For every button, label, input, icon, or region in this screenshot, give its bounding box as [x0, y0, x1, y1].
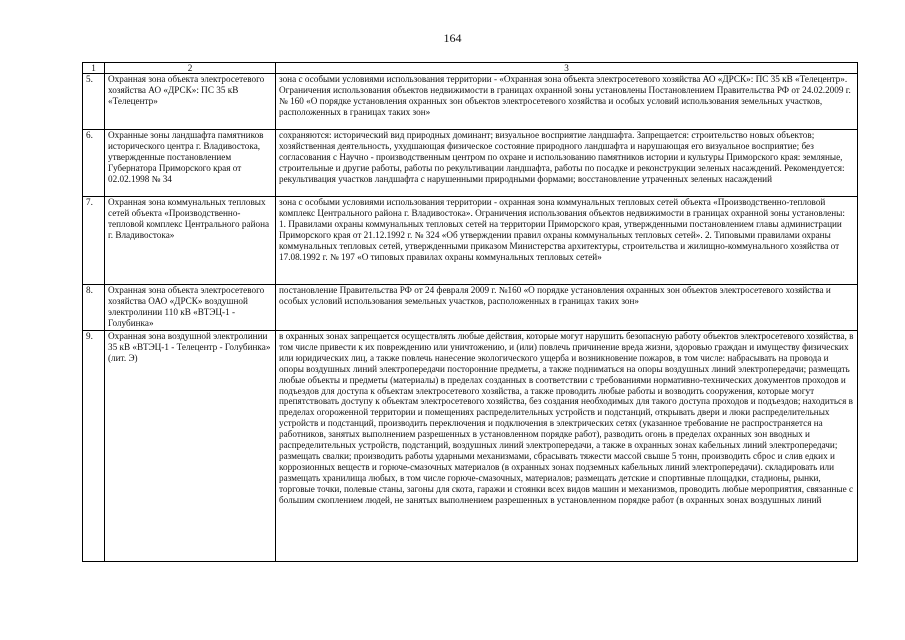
zone-description	[276, 130, 858, 197]
zone-name	[105, 285, 276, 331]
table-row	[83, 74, 858, 130]
column-header-number: 1	[83, 63, 105, 74]
zone-description	[276, 331, 858, 562]
table-row	[83, 197, 858, 285]
table-row	[83, 331, 858, 562]
restrictions-table	[82, 62, 858, 562]
zone-name	[105, 74, 276, 130]
zone-description	[276, 285, 858, 331]
column-header-name: 2	[105, 63, 276, 74]
zone-name	[105, 130, 276, 197]
zone-description	[276, 197, 858, 285]
zone-description	[276, 74, 858, 130]
row-number: 5.	[83, 74, 105, 130]
zone-description-text: постановление Правительства РФ от 24 февраля 2009 г. №160 «О порядке установления охранных зон объектов электросетевого хозяйства и особых условий использования земельных участков, расположенных в границах таких зон»	[279, 285, 831, 306]
row-number: 8.	[83, 285, 105, 331]
table-row	[83, 285, 858, 331]
zone-name-text: Охранная зона воздушной электролинии 35 кВ «ВТЭЦ-1 - Телецентр - Голубинка» (лит. Э)	[108, 331, 271, 363]
zone-description-text: сохраняются: исторический вид природных доминант; визуальное восприятие ландшафта. Запрещается: строительство новых объектов; хозяйственная деятельность, ухудшающая физическое состояние природного ландшафта и нарушающая его визуальное восприятие; без согласования с Научно - производственным центром по охране и использованию памятников истории и культуры Приморского края: земляные, строительные и другие работы, работы по рекультивации ландшафта, работы по посадке и реконструкции зеленых насаждений. Рекомендуется: рекультивация участков ландшафта с нарушенными природными формами; восстановление утраченных зеленых насаждений	[279, 130, 845, 184]
row-number: 7.	[83, 197, 105, 285]
zone-name-text: Охранная зона объекта электросетевого хозяйства ОАО «ДРСК» воздушной электролинии 110 кВ «ВТЭЦ-1 - Голубинка»	[108, 285, 265, 328]
column-header-description: 3	[276, 63, 858, 74]
zone-name-text: Охранная зона объекта электросетевого хозяйства АО «ДРСК»: ПС 35 кВ «Телецентр»	[108, 74, 265, 106]
zone-name	[105, 331, 276, 562]
zone-name-text: Охранные зоны ландшафта памятников исторического центра г. Владивостока, утвержденные постановлением Губернатора Приморского края от 02.02.1998 № 34	[108, 130, 264, 184]
zone-description-text: зона с особыми условиями использования территории - охранная зона коммунальных тепловых сетей объекта «Производственно-тепловой комплекс Центрального района г. Владивостока». Ограничения использования объектов недвижимости в границах охранной зоны установлены: 1. Правилами охраны коммунальных тепловых сетей на территории Приморского края, утвержденными постановлением главы администрации Приморского края от 21.12.1992 г. № 324 «Об утверждении правил охраны коммунальных тепловых сетей». 2. Типовыми правилами охраны коммунальных тепловых сетей, утвержденными приказом Министерства архитектуры, строительства и жилищно-коммунального хозяйства от 17.08.1992 г. № 197 «О типовых правилах охраны коммунальных тепловых сетей»	[279, 197, 845, 262]
row-number: 9.	[83, 331, 105, 562]
page-number: 164	[443, 31, 462, 45]
table-row	[83, 130, 858, 197]
zone-description-text: в охранных зонах запрещается осуществлять любые действия, которые могут нарушить безопасную работу объектов электросетевого хозяйства, в том числе привести к их повреждению или уничтожению, и (или) повлечь причинение вреда жизни, здоровью граждан и имуществу физических или юридических лиц, а также повлечь нанесение экологического ущерба и возникновение пожаров, в том числе: набрасывать на провода и опоры воздушных линий электропередачи посторонние предметы, а также подниматься на опоры воздушных линий электропередачи; размещать любые объекты и предметы (материалы) в пределах созданных в соответствии с требованиями нормативно-технических документов проходов и подъездов для доступа к объектам электросетевого хозяйства, а также проводить любые работы и возводить сооружения, которые могут препятствовать доступу к объектам электросетевого хозяйства, без создания необходимых для такого доступа проходов и подъездов; находиться в пределах огороженной территории и помещениях распределительных устройств и подстанций, открывать двери и люки распределительных устройств и подстанций, производить переключения и подключения в электрических сетях (указанное требование не распространяется на работников, занятых выполнением разрешенных в установленном порядке работ), разводить огонь в пределах охранных зон вводных и распределительных устройств, подстанций, воздушных линий электропередачи, а также в охранных зонах кабельных линий электропередачи; размещать свалки; производить работы ударными механизмами, сбрасывать тяжести массой свыше 5 тонн, производить сброс и слив едких и коррозионных веществ и горюче-смазочных материалов (в охранных зонах подземных кабельных линий электропередачи). складировать или размещать хранилища любых, в том числе горюче-смазочных, материалов; размещать детские и спортивные площадки, стадионы, рынки, торговые точки, полевые станы, загоны для скота, гаражи и стоянки всех видов машин и механизмов, проводить любые мероприятия, связанные с большим скоплением людей, не занятых выполнением разрешенных в установленном порядке работ (в охранных зонах воздушных линий	[279, 331, 854, 505]
zone-name-text: Охранная зона коммунальных тепловых сетей объекта «Производственно-тепловой комплекс Центрального района г. Владивостока»	[108, 197, 270, 240]
zone-description-text: зона с особыми условиями использования территории - «Охранная зона объекта электросетевого хозяйства АО «ДРСК»: ПС 35 кВ «Телецентр». Ограничения использования объектов недвижимости в границах охранной зоны установлены Постановлением Правительства РФ от 24.02.2009 г. № 160 «О порядке установления охранных зон объектов электросетевого хозяйства и особых условий использования земельных участков, расположенных в границах таких зон»	[279, 74, 851, 117]
row-number: 6.	[83, 130, 105, 197]
zone-name	[105, 197, 276, 285]
table-header-row	[83, 63, 858, 74]
